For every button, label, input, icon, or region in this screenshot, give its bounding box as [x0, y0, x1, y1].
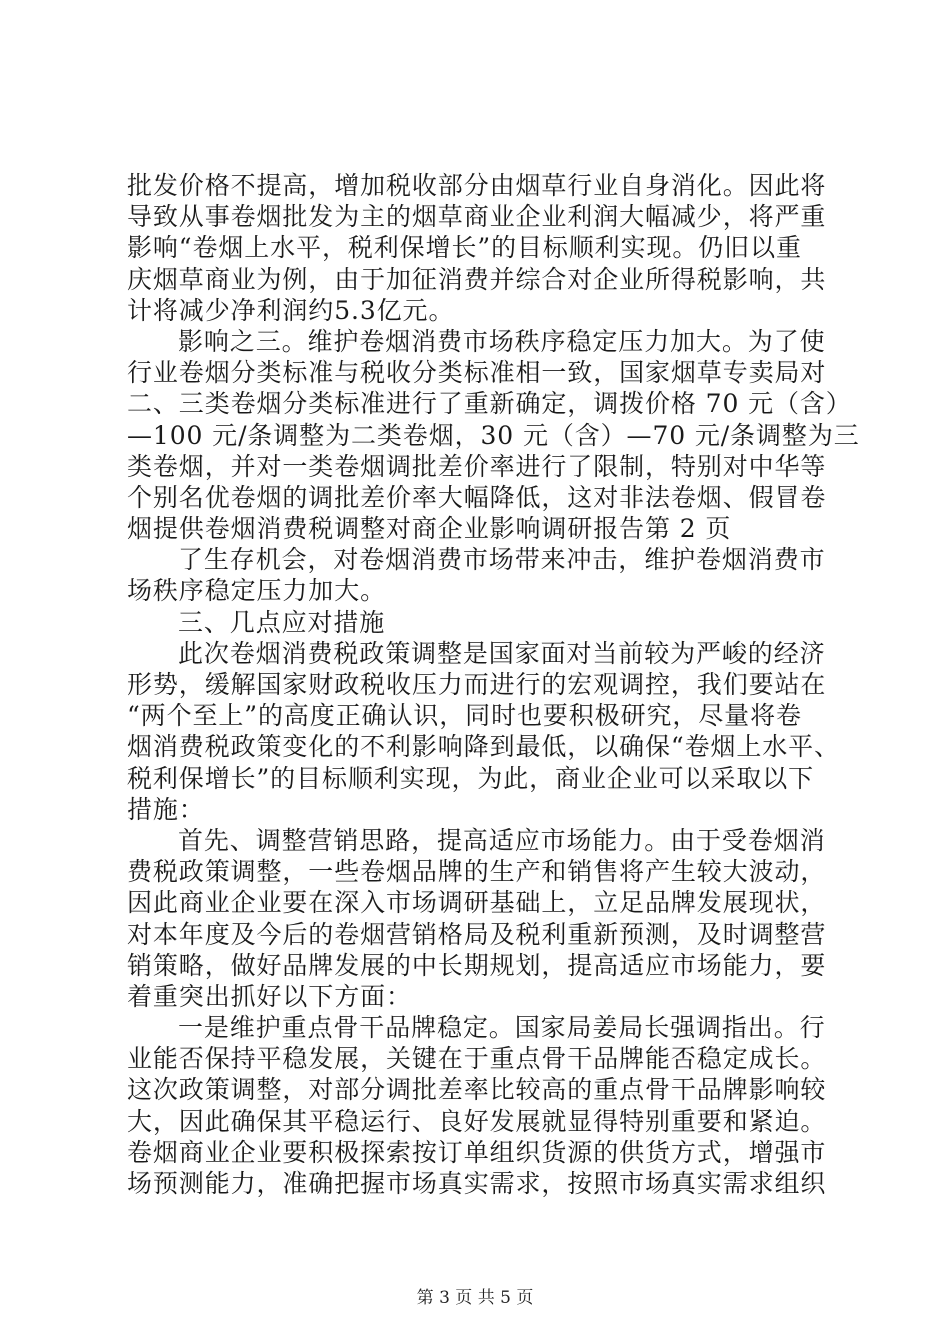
- text-line: 场预测能力，准确把握市场真实需求，按照市场真实需求组织: [127, 1169, 827, 1198]
- text-line: 场秩序稳定压力加大。: [127, 576, 387, 606]
- text-line: 影响“卷烟上水平，税利保增长”的目标顺利实现。仍旧以重: [127, 233, 802, 263]
- text-line: 着重突出抓好以下方面：: [127, 981, 412, 1011]
- text-line: 业能否保持平稳发展，关键在于重点骨干品牌能否稳定成长。: [127, 1044, 827, 1074]
- text-line: 卷烟商业企业要积极探索按订单组织货源的供货方式，增强市: [127, 1137, 827, 1167]
- text-line: 大，因此确保其平稳运行、良好发展就显得特别重要和紧迫。: [127, 1106, 827, 1136]
- text-line: 二、三类卷烟分类标准进行了重新确定，调拨价格 70 元（含）: [127, 389, 852, 419]
- text-line: 此次卷烟消费税政策调整是国家面对当前较为严峻的经济: [178, 638, 826, 668]
- text-line: 烟消费税政策变化的不利影响降到最低，以确保“卷烟上水平、: [127, 732, 840, 762]
- text-line: 措施：: [127, 794, 205, 824]
- text-line: 对本年度及今后的卷烟营销格局及税利重新预测，及时调整营: [127, 919, 827, 949]
- document-body: [127, 170, 860, 1199]
- text-line: 这次政策调整，对部分调批差率比较高的重点骨干品牌影响较: [127, 1075, 827, 1105]
- text-line: 庆烟草商业为例，由于加征消费并综合对企业所得税影响，共: [127, 264, 827, 294]
- text-line: 三、几点应对措施: [178, 607, 386, 637]
- text-line: 一是维护重点骨干品牌稳定。国家局姜局长强调指出。行: [178, 1013, 826, 1043]
- text-line: 费税政策调整，一些卷烟品牌的生产和销售将产生较大波动，: [127, 857, 827, 887]
- text-line: 税利保增长”的目标顺利实现，为此，商业企业可以采取以下: [127, 763, 815, 793]
- page-footer: 第 3 页 共 5 页: [416, 1288, 534, 1308]
- text-line: 批发价格不提高，增加税收部分由烟草行业自身消化。因此将: [127, 171, 827, 200]
- text-line: 类卷烟，并对一类卷烟调批差价率进行了限制，特别对中华等: [127, 451, 827, 481]
- text-line: 行业卷烟分类标准与税收分类标准相一致，国家烟草专卖局对: [127, 358, 827, 388]
- text-line: “两个至上”的高度正确认识，同时也要积极研究，尽量将卷: [127, 701, 802, 731]
- text-line: 导致从事卷烟批发为主的烟草商业企业利润大幅减少，将严重: [127, 202, 827, 232]
- text-line: 首先、调整营销思路，提高适应市场能力。由于受卷烟消: [178, 825, 826, 855]
- text-line: 因此商业企业要在深入市场调研基础上，立足品牌发展现状，: [127, 888, 827, 918]
- text-line: 影响之三。维护卷烟消费市场秩序稳定压力加大。为了使: [178, 326, 826, 356]
- text-line: 形势，缓解国家财政税收压力而进行的宏观调控，我们要站在: [127, 670, 827, 699]
- text-line: 烟提供卷烟消费税调整对商企业影响调研报告第 2 页: [127, 514, 732, 544]
- text-line: 计将减少净利润约5.3亿元。: [127, 295, 455, 325]
- text-line: —100 元/条调整为二类卷烟，30 元（含）—70 元/条调整为三: [127, 420, 860, 450]
- text-line: 销策略，做好品牌发展的中长期规划，提高适应市场能力，要: [127, 950, 827, 980]
- text-line: 了生存机会，对卷烟消费市场带来冲击，维护卷烟消费市: [178, 545, 826, 575]
- text-line: 个别名优卷烟的调批差价率大幅降低，这对非法卷烟、假冒卷: [127, 482, 827, 512]
